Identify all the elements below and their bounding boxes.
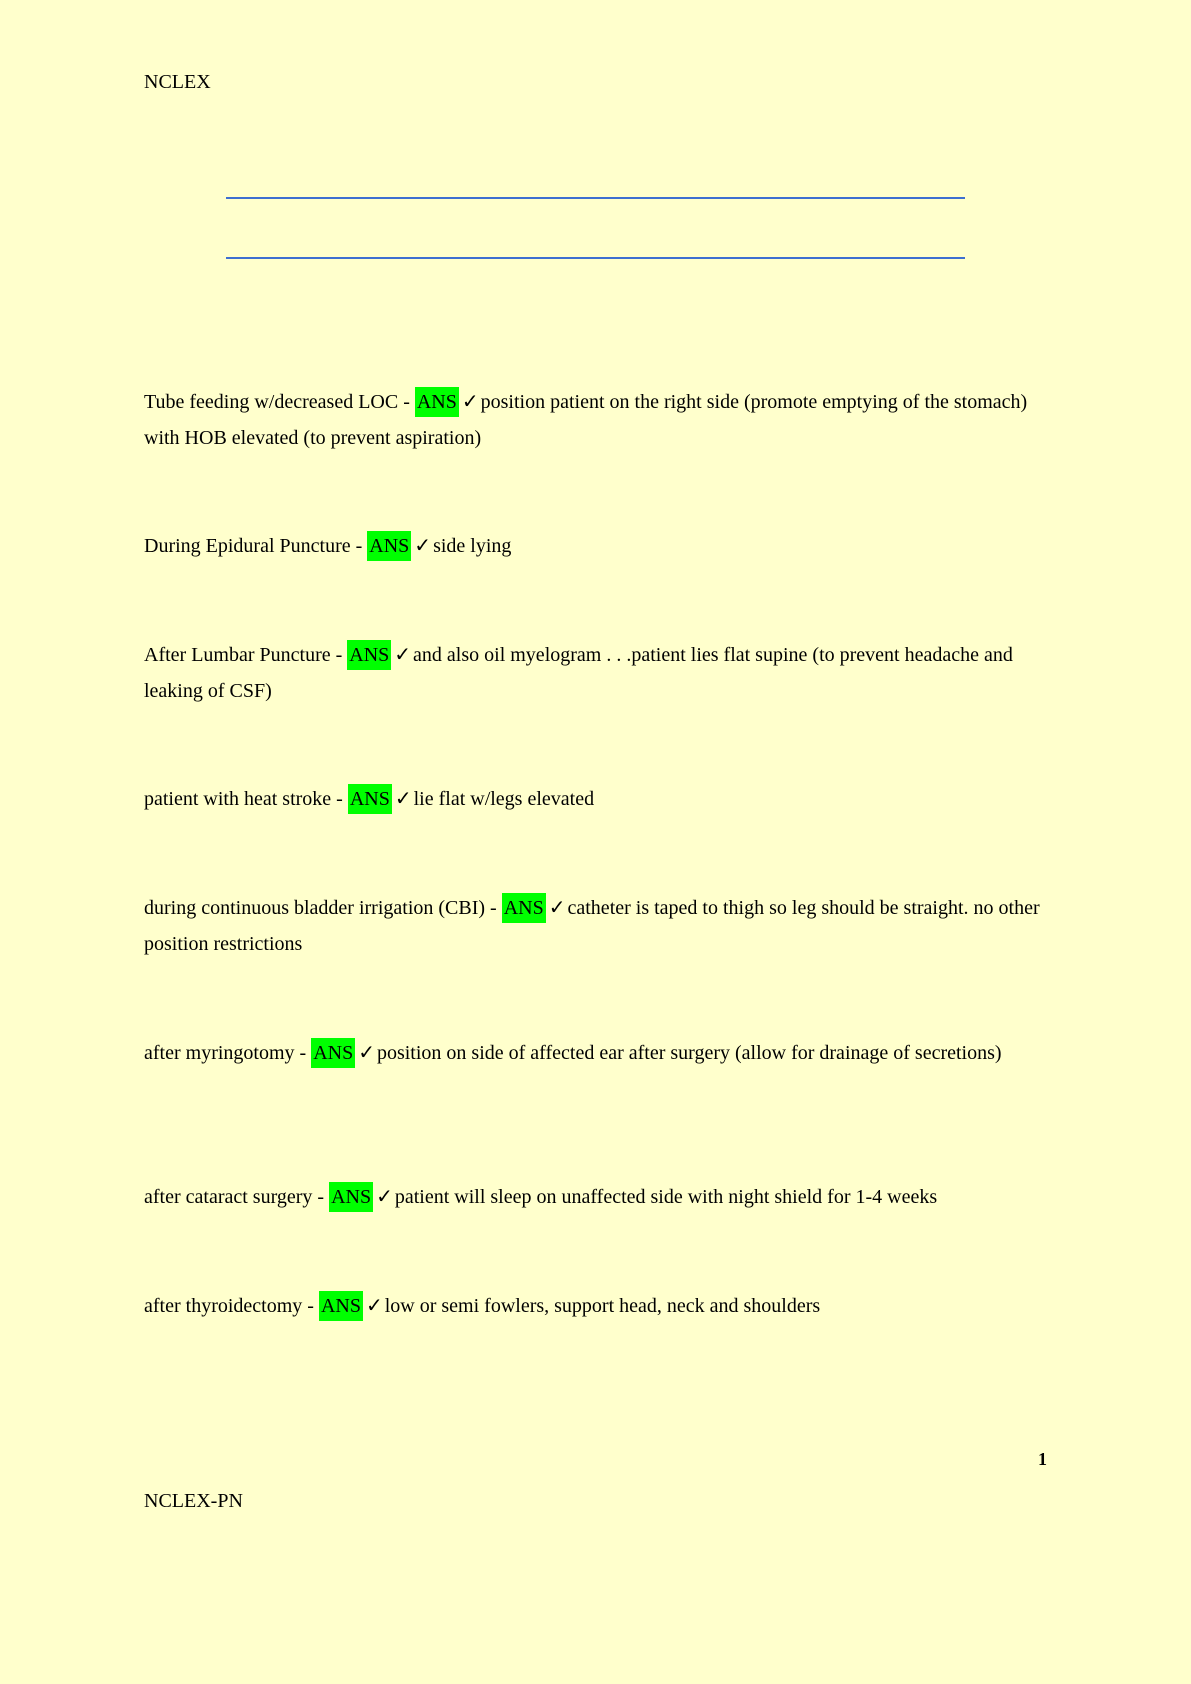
header-title: NCLEX bbox=[144, 71, 211, 93]
qa-item bbox=[144, 383, 1044, 456]
qa-item bbox=[144, 1034, 1044, 1071]
question-text: After Lumbar Puncture - bbox=[144, 644, 348, 666]
answer-text: catheter is taped to thigh so leg should be straight. no other position restrictions bbox=[144, 897, 1040, 955]
page-number: 1 bbox=[1038, 1449, 1047, 1469]
qa-item bbox=[144, 780, 1044, 817]
check-icon: ✓ bbox=[461, 389, 479, 413]
check-icon: ✓ bbox=[376, 1184, 393, 1208]
answer-text: position on side of affected ear after surgery (allow for drainage of secretions) bbox=[376, 1042, 1002, 1064]
footer-title: NCLEX-PN bbox=[144, 1490, 243, 1512]
qa-item bbox=[144, 636, 1044, 709]
check-icon: ✓ bbox=[365, 1293, 383, 1317]
qa-item bbox=[144, 889, 1044, 962]
ans-badge: ANS bbox=[348, 784, 392, 814]
question-text: after thyroidectomy - bbox=[144, 1295, 319, 1317]
question-text: after cataract surgery - bbox=[144, 1186, 330, 1208]
blank-line bbox=[226, 257, 965, 259]
check-icon: ✓ bbox=[394, 642, 412, 666]
ans-badge: ANS bbox=[319, 1291, 363, 1321]
blank-line bbox=[226, 197, 965, 199]
ans-badge: ANS bbox=[329, 1182, 373, 1212]
question-text: During Epidural Puncture - bbox=[144, 535, 368, 557]
answer-text: low or semi fowlers, support head, neck and shoulders bbox=[384, 1295, 821, 1317]
qa-item bbox=[144, 1287, 1044, 1324]
question-text: after myringotomy - bbox=[144, 1042, 312, 1064]
answer-text: and also oil myelogram . . .patient lies flat supine (to prevent headache and leaking of CSF) bbox=[144, 644, 1013, 702]
ans-badge: ANS bbox=[502, 893, 546, 923]
question-text: Tube feeding w/decreased LOC - bbox=[144, 391, 415, 413]
answer-text: position patient on the right side (promote emptying of the stomach) with HOB elevated (to prevent aspiration) bbox=[144, 391, 1028, 449]
check-icon: ✓ bbox=[394, 786, 412, 810]
answer-text: lie flat w/legs elevated bbox=[413, 788, 595, 810]
ans-badge: ANS bbox=[415, 387, 459, 417]
check-icon: ✓ bbox=[358, 1040, 375, 1064]
ans-badge: ANS bbox=[367, 531, 411, 561]
check-icon: ✓ bbox=[548, 895, 566, 919]
qa-item bbox=[144, 527, 1044, 564]
answer-text: patient will sleep on unaffected side with night shield for 1-4 weeks bbox=[394, 1186, 938, 1208]
ans-badge: ANS bbox=[311, 1038, 355, 1068]
check-icon: ✓ bbox=[414, 533, 432, 557]
qa-item bbox=[144, 1178, 1044, 1215]
question-text: patient with heat stroke - bbox=[144, 788, 348, 810]
ans-badge: ANS bbox=[347, 640, 391, 670]
answer-text: side lying bbox=[433, 535, 512, 557]
question-text: during continuous bladder irrigation (CBI) - bbox=[144, 897, 502, 919]
